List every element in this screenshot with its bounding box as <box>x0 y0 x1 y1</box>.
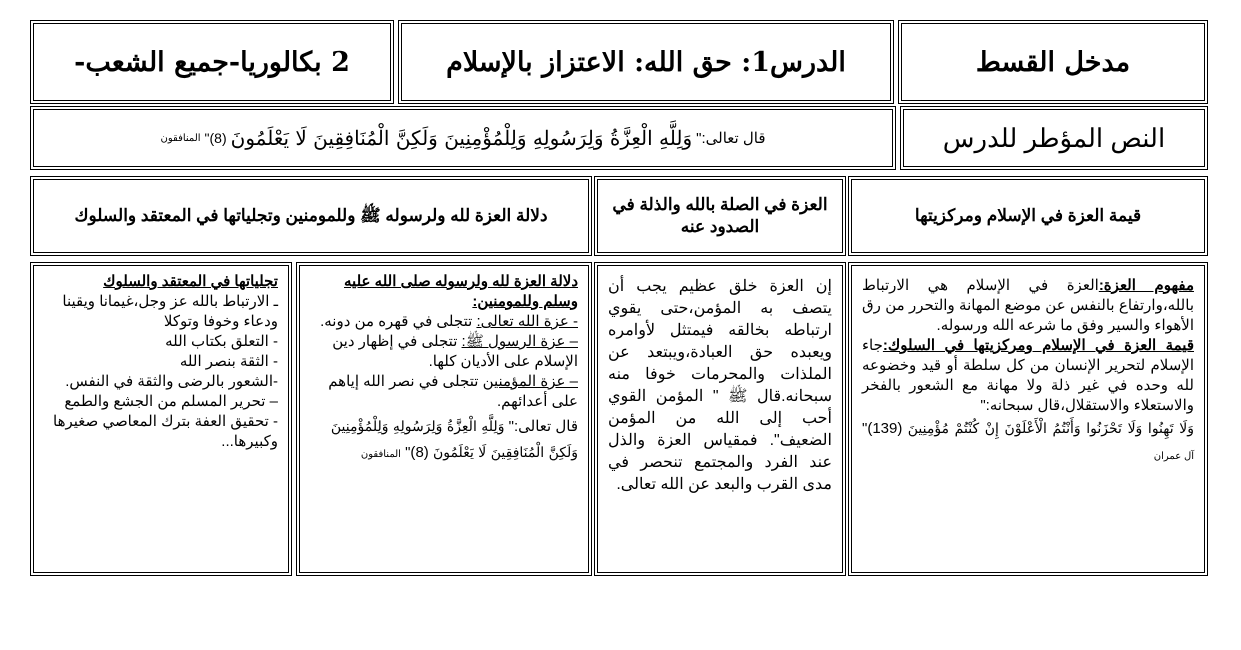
believers-glory-label: – عزة المؤمنين <box>482 373 578 390</box>
framing-text-box <box>30 106 896 170</box>
value-box <box>848 262 1208 576</box>
allah-glory-label: - عزة الله تعالى: <box>476 313 578 330</box>
verse-ref: (139)" <box>862 420 903 437</box>
section-meaning-header <box>30 176 592 256</box>
header-middle-box <box>398 20 894 104</box>
concept-text: العزة في الإسلام هي الارتباط بالله،وارتفاع بالنفس عن موضع المهانة والتحرر من رق الأهواء والسير وفق ما شرعه الله ورسوله. <box>862 277 1194 334</box>
list-item: – تحرير المسلم من الجشع والطمع <box>64 393 278 410</box>
verse-text: وَلَا تَهِنُوا وَلَا تَحْزَنُوا وَأَنْتُمُ الْأَعْلَوْنَ إِنْ كُنْتُمْ مُؤْمِنِينَ <box>907 421 1195 437</box>
list-item: ـ الارتباط بالله عز وجل،غيمانا ويقينا ودعاء وخوفا وتوكلا <box>62 293 278 330</box>
centrality-text: جاء الإسلام لتحرير الإنسان من كل سلطة أو قيد وخضوعه لله وحده في غير ذلة ولا مهانة مع الشعور بالفخر والاستعلاء والاستقلال،قال سبحانه:" <box>862 337 1194 414</box>
framing-ref: (8)" <box>204 130 227 146</box>
header-right-box <box>898 20 1208 104</box>
prophet-glory-label: – عزة الرسول ﷺ: <box>461 333 578 350</box>
verse-text: وَلِلَّهِ الْعِزَّةُ وَلِرَسُولِهِ وَلِلْمُؤْمِنِينَ وَلَكِنَّ الْمُنَافِقِينَ لَا يَعْلَمُونَ <box>330 419 578 461</box>
verse-surah: المنافقون <box>360 449 401 460</box>
section-value-header <box>848 176 1208 256</box>
believers-glory-text: تتجلى في نصر الله إياهم على أعدائهم. <box>328 373 578 410</box>
centrality-heading: قيمة العزة في الإسلام ومركزيتها في السلوك: <box>882 337 1194 354</box>
section-value-title: قيمة العزة في الإسلام ومركزيتها <box>914 206 1142 225</box>
list-item: -الشعور بالرضى والثقة في النفس. <box>65 373 278 390</box>
framing-label-box <box>900 106 1208 170</box>
link-text: إن العزة خلق عظيم يجب أن يتصف به المؤمن،حتى يقوي ارتباطه بخالقه فيمتثل لأوامره ويعبده حق العبادة،ويبتعد عن الملذات والمحرمات خوفا منه سبحانه.قال ﷺ " المؤمن القوي أحب إلى الله من المؤمن الضعيف". فمقياس العزة والذل عند الفرد والمجتمع تنحصر في مدى القرب والبعد عن الله تعالى. <box>608 278 832 493</box>
allah-glory-text: تتجلى في قهره من دونه. <box>320 313 477 330</box>
section-link-header <box>594 176 846 256</box>
prophet-glory-text: تتجلى في إظهار دين الإسلام على الأديان كلها. <box>332 333 578 370</box>
lesson-title: الدرس1: حق الله: الاعتزاز بالإسلام <box>446 46 846 78</box>
framing-intro: قال تعالى:" <box>696 130 766 147</box>
meaning-heading: دلالة العزة لله ولرسوله صلى الله عليه وسلم وللمومنين: <box>344 273 578 310</box>
manifestations-heading: تجلياتها في المعتقد والسلوك <box>103 273 278 290</box>
meaning-box <box>296 262 592 576</box>
section-link-title: العزة في الصلة بالله والذلة في الصدود عنه <box>612 195 828 236</box>
concept-heading: مفهوم العزة: <box>1098 277 1194 294</box>
framing-label: النص المؤطر للدرس <box>942 122 1166 153</box>
framing-verse: وَلِلَّهِ الْعِزَّةُ وَلِرَسُولِهِ وَلِلْمُؤْمِنِينَ وَلَكِنَّ الْمُنَافِقِينَ لَا يَعْلَمُونَ <box>230 126 693 150</box>
header-level-text: 2 بكالوريا-جميع الشعب- <box>74 46 350 78</box>
framing-surah: المنافقون <box>160 132 201 144</box>
verse-intro: قال تعالى:" <box>508 418 578 435</box>
verse-ref: (8)" <box>405 444 429 461</box>
list-item: - الثقة بنصر الله <box>179 353 278 370</box>
manifestations-box <box>30 262 292 576</box>
section-meaning-title: دلالة العزة لله ولرسوله ﷺ وللمومنين وتجلياتها في المعتقد والسلوك <box>74 206 548 225</box>
link-box <box>594 262 846 576</box>
verse-surah: آل عمران <box>1153 451 1194 462</box>
unit-title: مدخل القسط <box>975 46 1131 78</box>
list-item: - التعلق بكتاب الله <box>165 333 278 350</box>
header-left-box <box>30 20 394 104</box>
list-item: - تحقيق العفة بترك المعاصي صغيرها وكبيرها... <box>53 413 278 450</box>
